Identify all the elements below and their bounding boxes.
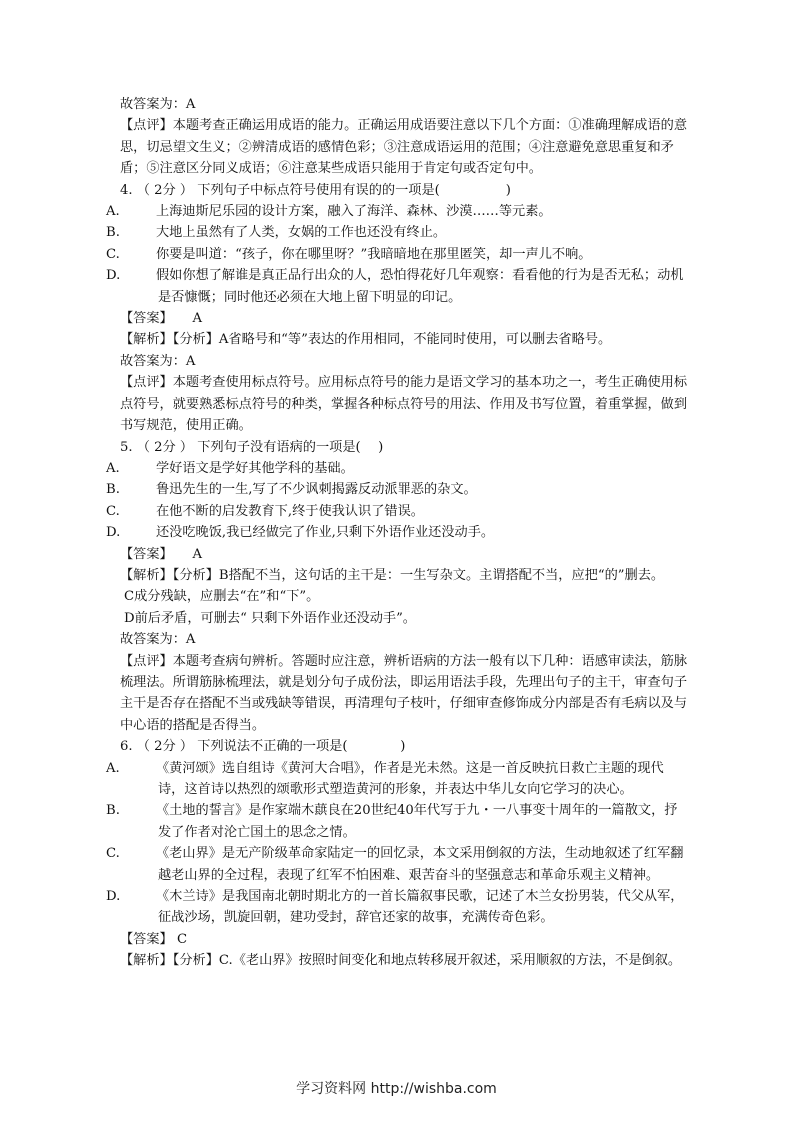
option-text: 大地上虽然有了人类，女娲的工作也还没有终止。 [156,225,447,241]
question-4-answer: 【答案】 A [120,311,203,327]
comment-paragraph: 【点评】本题考查正确运用成语的能力。正确运用成语要注意以下几个方面：①准确理解成语的意思，切忌望文生义；②辨清成语的感情色彩；③注意成语运用的范围；④注意避免意思重复和矛盾；⑤注意区分同义成语；⑥注意某些成语只能用于肯定句或否定句中。 [120,118,688,177]
question-4-option-d [106,265,690,308]
question-5-final-answer: 故答案为：A [120,632,196,648]
question-6: 6. （ 2分 ） 下列说法不正确的一项是( ) [120,739,406,755]
option-letter: B. [106,225,120,241]
question-5-option-d [106,522,690,543]
question-4-option-b [106,222,690,243]
option-text: 学好语文是学好其他学科的基础。 [156,460,354,476]
question-5-option-a [106,458,690,479]
question-5-analysis-d: D前后矛盾，可删去“ 只剩下外语作业还没动手”。 [124,610,416,626]
option-letter: A. [106,760,120,776]
option-letter: B. [106,803,120,819]
question-4-analysis: 【解析】【分析】A省略号和“等”表达的作用相同，不能同时使用，可以删去省略号。 [120,332,612,348]
option-text: 《老山界》是无产阶级革命家陆定一的回忆录，本文采用倒叙的方法，生动地叙述了红军翻越老山界的全过程，表现了红军不怕困难、艰苦奋斗的坚强意志和革命乐观主义精神。 [156,846,684,883]
question-4-comment: 【点评】本题考查使用标点符号。应用标点符号的能力是语文学习的基本功之一，考生正确使用标点符号，就要熟悉标点符号的种类，掌握各种标点符号的用法、作用及书写位置，着重掌握，做到书写规范，使用正确。 [120,375,688,434]
option-letter: C. [106,846,120,862]
question-5-analysis-c: C成分残缺，应删去“在”和“下”。 [124,589,320,605]
option-letter: B. [106,482,120,498]
question-5-option-b [106,479,690,500]
question-4-option-c [106,244,690,265]
question-6-option-b [106,800,690,843]
answer-line: 故答案为：A [120,97,196,112]
option-letter: D. [106,268,121,284]
question-5-answer: 【答案】 A [120,546,203,562]
option-text: 《土地的誓言》是作家端木蕻良在20世纪40年代写于九・一八事变十周年的一篇散文，抒发了作者对沦亡国土的思念之情。 [156,803,678,840]
question-5-comment: 【点评】本题考查病句辨析。答题时应注意，辨析语病的方法一般有以下几种：语感审读法，筋脉梳理法。所谓筋脉梳理法，就是划分句子成份法，即运用语法手段，先理出句子的主干，审查句子主干是否存在搭配不当或残缺等错误，再清理句子枝叶，仔细审查修饰成分内部是否有毛病以及与中心语的搭配是否得当。 [120,653,688,733]
question-6-option-d [106,886,690,929]
question-5: 5. （ 2分 ） 下列句子没有语病的一项是( ) [120,439,384,455]
question-6-answer: 【答案】 C [120,931,188,947]
option-text: 在他不断的启发教育下,终于使我认识了错误。 [156,503,424,519]
option-letter: C. [106,503,120,519]
option-letter: C. [106,246,120,262]
question-5-analysis: 【解析】【分析】B搭配不当，这句话的主干是：一生写杂文。主谓搭配不当，应把“的”删去。 [120,567,665,583]
question-4-final-answer: 故答案为：A [120,353,196,369]
option-text: 《木兰诗》是我国南北朝时期北方的一首长篇叙事民歌，记述了木兰女扮男装，代父从军，征战沙场，凯旋回朝，建功受封，辞官还家的故事，充满传奇色彩。 [156,889,684,926]
option-letter: D. [106,889,121,905]
option-text: 还没吃晚饭,我已经做完了作业,只剩下外语作业还没动手。 [156,525,495,541]
option-letter: A. [106,204,120,220]
option-text: 假如你想了解谁是真正品行出众的人，恐怕得花好几年观察：看看他的行为是否无私；动机是否慷慨；同时他还必须在大地上留下明显的印记。 [156,268,684,305]
question-6-analysis: 【解析】【分析】C.《老山界》按照时间变化和地点转移展开叙述，采用顺叙的方法，不是倒叙。 [120,953,682,969]
question-4: 4. （ 2分 ） 下列句子中标点符号使用有误的的一项是( ) [120,182,511,198]
option-letter: A. [106,460,120,476]
option-text: 你要是叫道：“孩子，你在哪里呀？”我暗暗地在那里匿笑，却一声儿不响。 [156,246,592,262]
page-footer: 学习资料网 http://wishba.com [296,1081,497,1097]
option-text: 鲁迅先生的一生,写了不少讽刺揭露反动派罪恶的杂文。 [156,482,477,498]
option-text: 《黄河颂》选自组诗《黄河大合唱》，作者是光未然。这是一首反映抗日救亡主题的现代诗，这首诗以热烈的颂歌形式塑造黄河的形象，并表达中华儿女向它学习的决心。 [156,760,664,797]
question-4-option-a [106,201,690,222]
question-6-option-a [106,758,690,801]
question-6-option-c [106,843,690,886]
question-5-option-c [106,501,690,522]
option-letter: D. [106,525,121,541]
option-text: 上海迪斯尼乐园的设计方案，融入了海洋、森林、沙漠……等元素。 [156,204,552,220]
document-body [106,94,690,972]
